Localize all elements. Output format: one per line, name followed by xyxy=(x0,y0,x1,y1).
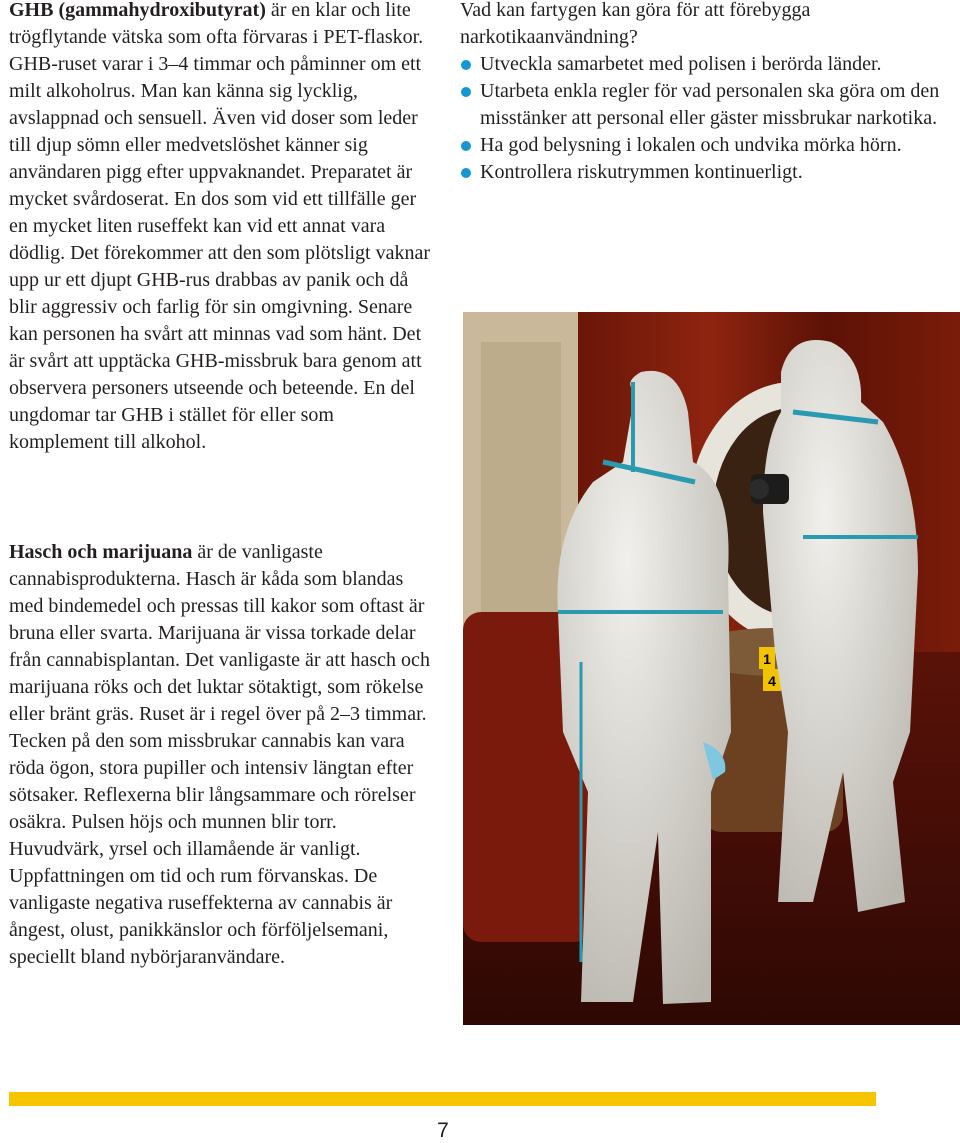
bullet-icon xyxy=(461,141,471,151)
list-item-text: Kontrollera riskutrymmen kontinuerligt. xyxy=(480,161,803,183)
ghb-term: GHB (gammahydroxibutyrat) xyxy=(9,0,266,21)
evidence-marker-label: 4 xyxy=(768,673,776,689)
forensic-photo xyxy=(463,312,960,1025)
bullet-icon xyxy=(461,60,471,70)
list-item xyxy=(460,78,955,132)
ghb-paragraph xyxy=(9,0,434,456)
list-item xyxy=(460,51,955,78)
list-item xyxy=(460,132,955,159)
list-item-text: Utarbeta enkla regler för vad personalen ska göra om den misstänker att personal eller gäster missbrukar narkotika. xyxy=(480,80,940,129)
hasch-paragraph xyxy=(9,539,434,971)
hasch-description: är de vanligaste cannabisprodukterna. Hasch är kåda som blandas med bindemedel och pressas till kakor som oftast är bruna eller svarta. Marijuana är vissa torkade delar från cannabisplantan. Det vanligaste är att hasch och marijuana röks och det luktar sötaktigt, som rökelse eller bränt gräs. Ruset är i regel över på 2–3 timmar. Tecken på den som missbrukar cannabis kan vara röda ögon, stora pupiller och intensiv längtan efter sötsaker. Reflexerna blir långsammare och rörelser osäkra. Pulsen höjs och munnen blir torr. Huvudvärk, yrsel och illamående är vanligt. Uppfattningen om tid och rum förvanskas. De vanligaste negativa ruseffekterna av cannabis är ångest, olust, panikkänslor och förföljelsemani, speciellt bland nybörjaranvändare. xyxy=(9,541,430,968)
footer-accent-bar xyxy=(9,1092,876,1106)
hasch-term: Hasch och marijuana xyxy=(9,541,193,563)
prevention-question: Vad kan fartygen kan göra för att förebygga narkotikaanvändning? xyxy=(460,0,811,48)
prevention-section xyxy=(460,0,955,186)
prevention-list xyxy=(460,51,955,186)
evidence-marker-label: 1 xyxy=(763,651,771,667)
list-item-text: Ha god belysning i lokalen och undvika mörka hörn. xyxy=(480,134,902,156)
bullet-icon xyxy=(461,168,471,178)
page-number: 7 xyxy=(437,1119,449,1142)
ghb-description: är en klar och lite trögflytande vätska som ofta förvaras i PET-flaskor. GHB-ruset varar i 3–4 timmar och påminner om ett milt alkoholrus. Man kan känna sig lycklig, avslappnad och sensuell. Även vid doser som leder till djup sömn eller medvetslöshet känner sig användaren pigg efter uppvaknandet. Preparatet är mycket svårdoserat. En dos som vid ett tillfälle ger en mycket liten ruseffekt kan vid ett annat vara dödlig. Det förekommer att den som plötsligt vaknar upp ur ett djupt GHB-rus drabbas av panik och då blir aggressiv och farlig för sin omgivning. Senare kan personen ha svårt att minnas vad som hänt. Det är svårt att upptäcka GHB-missbruk bara genom att observera personers utseende och beteende. En del ungdomar tar GHB i stället för eller som komplement till alkohol. xyxy=(9,0,431,453)
list-item-text: Utveckla samarbetet med polisen i berörda länder. xyxy=(480,53,882,75)
bullet-icon xyxy=(461,87,471,97)
list-item xyxy=(460,159,955,186)
